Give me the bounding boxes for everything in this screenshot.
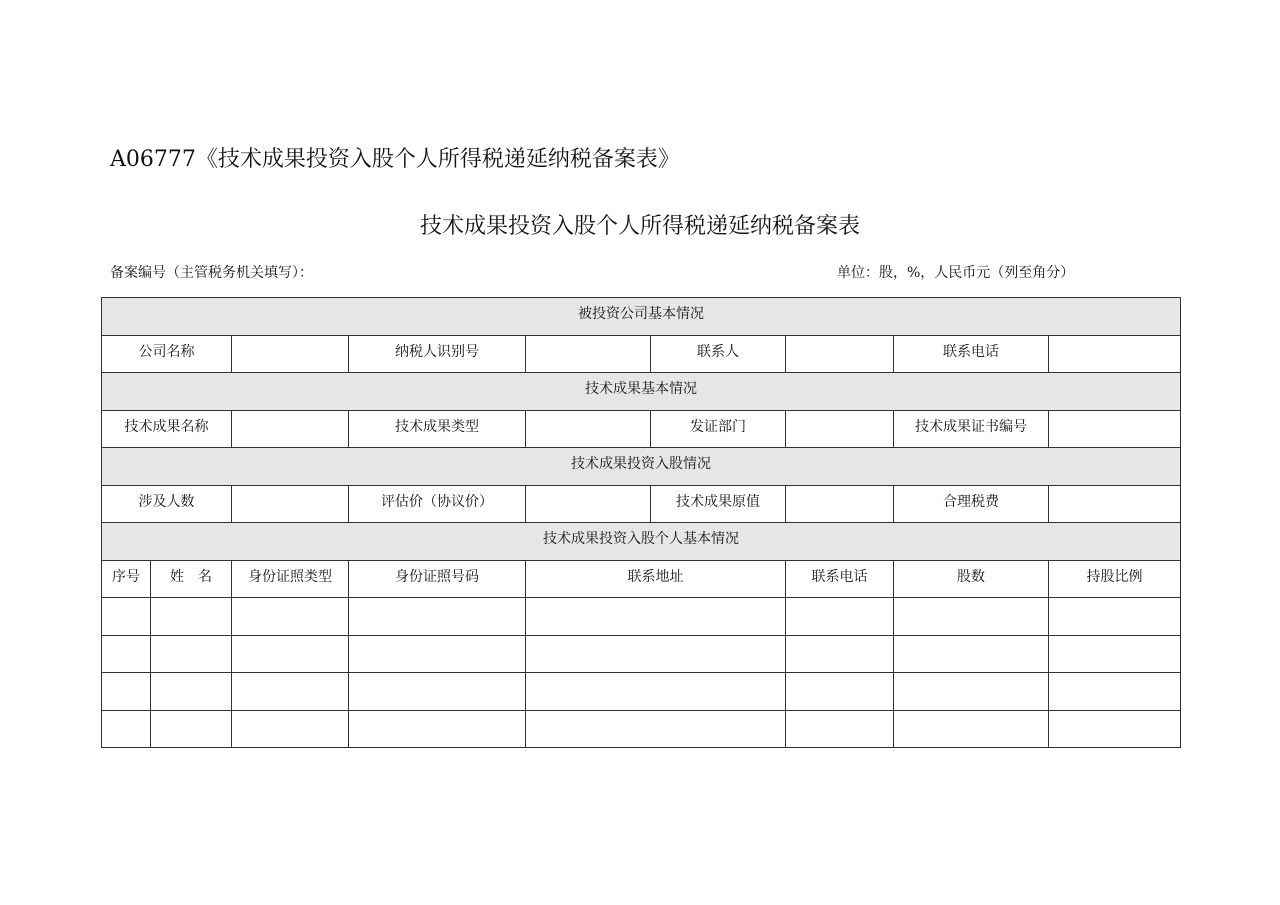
section-row — [102, 373, 1181, 411]
tech-type-input[interactable] — [526, 410, 651, 448]
cell[interactable] — [232, 710, 349, 748]
table-row — [102, 673, 1181, 711]
column-header: 姓 名 — [151, 560, 232, 598]
investment-row — [102, 485, 1181, 523]
cell[interactable] — [151, 673, 232, 711]
cell[interactable] — [894, 598, 1049, 636]
cell[interactable] — [349, 635, 526, 673]
document-code-title: A06777《技术成果投资入股个人所得税递延纳税备案表》 — [110, 147, 680, 172]
cell[interactable] — [786, 673, 894, 711]
individual-header-row — [102, 560, 1181, 598]
table-row — [102, 598, 1181, 636]
cell[interactable] — [349, 598, 526, 636]
original-value-input[interactable] — [786, 485, 894, 523]
column-header: 联系地址 — [526, 560, 786, 598]
cell[interactable] — [786, 710, 894, 748]
field-label: 技术成果类型 — [349, 410, 526, 448]
table-row — [102, 710, 1181, 748]
cell[interactable] — [232, 635, 349, 673]
appraised-value-input[interactable] — [526, 485, 651, 523]
field-label: 技术成果原值 — [651, 485, 786, 523]
tech-row — [102, 410, 1181, 448]
field-label: 涉及人数 — [102, 485, 232, 523]
field-label: 发证部门 — [651, 410, 786, 448]
cell[interactable] — [1049, 635, 1181, 673]
column-header: 身份证照号码 — [349, 560, 526, 598]
section-row — [102, 448, 1181, 486]
cell[interactable] — [894, 635, 1049, 673]
section-row — [102, 298, 1181, 336]
taxpayer-id-input[interactable] — [526, 335, 651, 373]
cell[interactable] — [786, 598, 894, 636]
column-header: 联系电话 — [786, 560, 894, 598]
cell[interactable] — [349, 673, 526, 711]
field-label: 联系电话 — [894, 335, 1049, 373]
field-label: 公司名称 — [102, 335, 232, 373]
cell[interactable] — [526, 673, 786, 711]
cell[interactable] — [1049, 710, 1181, 748]
cell[interactable] — [151, 710, 232, 748]
form-title: 技术成果投资入股个人所得税递延纳税备案表 — [419, 214, 860, 239]
field-label: 纳税人识别号 — [349, 335, 526, 373]
section-tech: 技术成果基本情况 — [102, 373, 1181, 411]
cell[interactable] — [151, 598, 232, 636]
cell[interactable] — [102, 710, 151, 748]
field-label: 技术成果名称 — [102, 410, 232, 448]
table-row — [102, 635, 1181, 673]
unit-label: 单位：股，%，人民币元（列至角分） — [837, 265, 1075, 281]
column-header: 股数 — [894, 560, 1049, 598]
field-label: 评估价（协议价） — [349, 485, 526, 523]
tech-name-input[interactable] — [232, 410, 349, 448]
certificate-number-input[interactable] — [1049, 410, 1181, 448]
cell[interactable] — [1049, 673, 1181, 711]
cell[interactable] — [232, 598, 349, 636]
cell[interactable] — [349, 710, 526, 748]
filing-form-table — [101, 297, 1181, 748]
issuing-dept-input[interactable] — [786, 410, 894, 448]
cell[interactable] — [894, 673, 1049, 711]
company-row — [102, 335, 1181, 373]
field-label: 联系人 — [651, 335, 786, 373]
column-header: 身份证照类型 — [232, 560, 349, 598]
company-name-input[interactable] — [232, 335, 349, 373]
cell[interactable] — [1049, 598, 1181, 636]
cell[interactable] — [102, 635, 151, 673]
cell[interactable] — [151, 635, 232, 673]
section-row — [102, 523, 1181, 561]
contact-person-input[interactable] — [786, 335, 894, 373]
column-header: 序号 — [102, 560, 151, 598]
field-label: 技术成果证书编号 — [894, 410, 1049, 448]
section-individuals: 技术成果投资入股个人基本情况 — [102, 523, 1181, 561]
field-label: 合理税费 — [894, 485, 1049, 523]
cell[interactable] — [894, 710, 1049, 748]
section-investment: 技术成果投资入股情况 — [102, 448, 1181, 486]
cell[interactable] — [526, 710, 786, 748]
company-phone-input[interactable] — [1049, 335, 1181, 373]
cell[interactable] — [232, 673, 349, 711]
cell[interactable] — [786, 635, 894, 673]
column-header: 持股比例 — [1049, 560, 1181, 598]
filing-number-label: 备案编号（主管税务机关填写）： — [110, 265, 313, 281]
reasonable-taxes-input[interactable] — [1049, 485, 1181, 523]
section-company: 被投资公司基本情况 — [102, 298, 1181, 336]
people-count-input[interactable] — [232, 485, 349, 523]
cell[interactable] — [102, 598, 151, 636]
cell[interactable] — [526, 635, 786, 673]
cell[interactable] — [102, 673, 151, 711]
cell[interactable] — [526, 598, 786, 636]
